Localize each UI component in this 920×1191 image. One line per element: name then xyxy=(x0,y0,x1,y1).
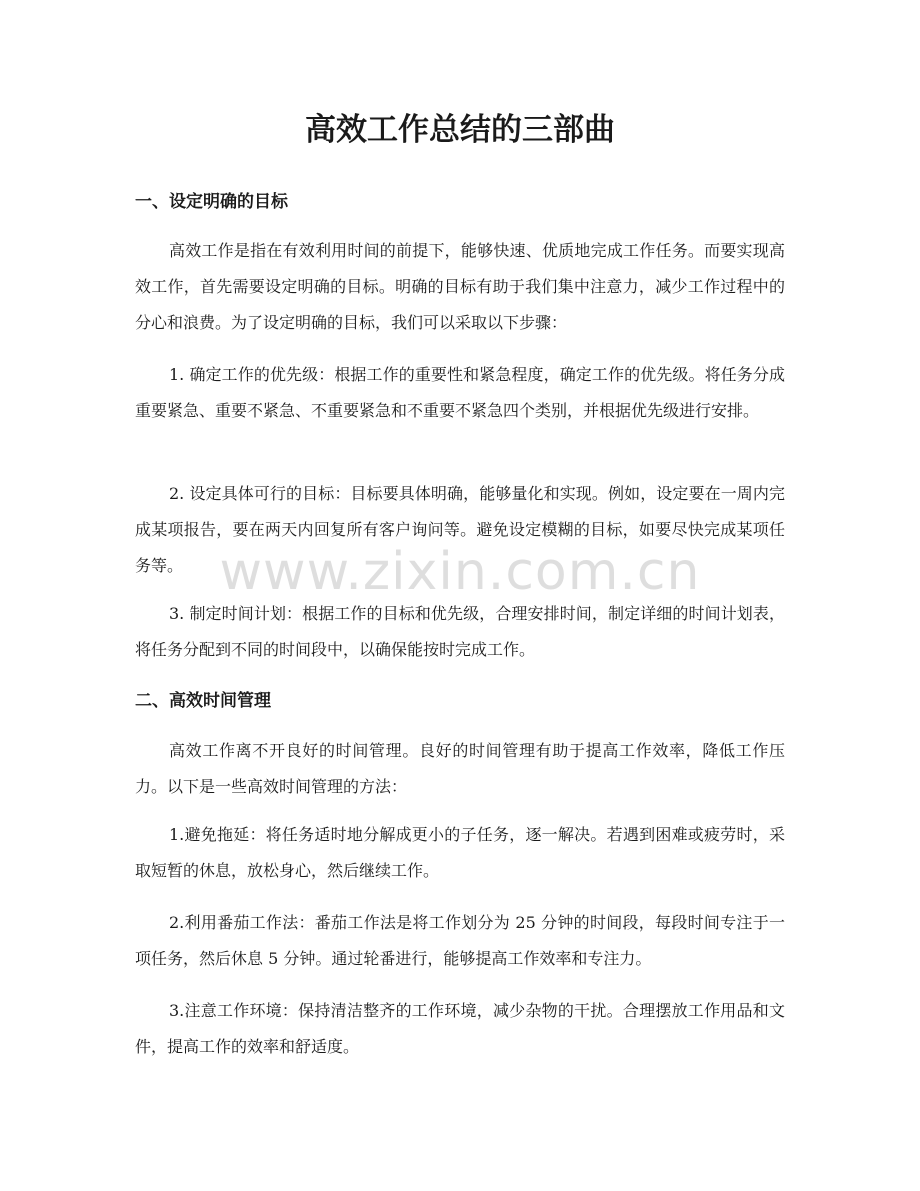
paragraph: 高效工作离不开良好的时间管理。良好的时间管理有助于提高工作效率，降低工作压力。以下是一些高效时间管理的方法： xyxy=(135,741,785,796)
paragraph: 1. 确定工作的优先级：根据工作的重要性和紧急程度，确定工作的优先级。将任务分成重要紧急、重要不紧急、不重要紧急和不重要不紧急四个类别，并根据优先级进行安排。 xyxy=(135,365,785,420)
paragraph: 3. 制定时间计划：根据工作的目标和优先级，合理安排时间，制定详细的时间计划表，将任务分配到不同的时间段中，以确保能按时完成工作。 xyxy=(135,604,785,659)
document-title: 高效工作总结的三部曲 xyxy=(305,112,615,148)
watermark: www.zixin.com.cn xyxy=(219,542,701,602)
paragraph: 3.注意工作环境：保持清洁整齐的工作环境，减少杂物的干扰。合理摆放工作用品和文件，提高工作的效率和舒适度。 xyxy=(135,1001,785,1056)
paragraph: 高效工作是指在有效利用时间的前提下，能够快速、优质地完成工作任务。而要实现高效工作，首先需要设定明确的目标。明确的目标有助于我们集中注意力，减少工作过程中的分心和浪费。为了设定明确的目标，我们可以采取以下步骤： xyxy=(135,241,785,332)
paragraph: 1.避免拖延：将任务适时地分解成更小的子任务，逐一解决。若遇到困难或疲劳时，采取短暂的休息，放松身心，然后继续工作。 xyxy=(135,825,785,880)
paragraph: 2.利用番茄工作法：番茄工作法是将工作划分为 25 分钟的时间段，每段时间专注于一项任务，然后休息 5 分钟。通过轮番进行，能够提高工作效率和专注力。 xyxy=(135,913,785,968)
section-heading-goals: 一、设定明确的目标 xyxy=(135,192,288,212)
section-heading-time-management: 二、高效时间管理 xyxy=(135,691,271,711)
paragraph: 2. 设定具体可行的目标：目标要具体明确，能够量化和实现。例如，设定要在一周内完成某项报告，要在两天内回复所有客户询问等。避免设定模糊的目标，如要尽快完成某项任务等。 xyxy=(135,484,785,575)
